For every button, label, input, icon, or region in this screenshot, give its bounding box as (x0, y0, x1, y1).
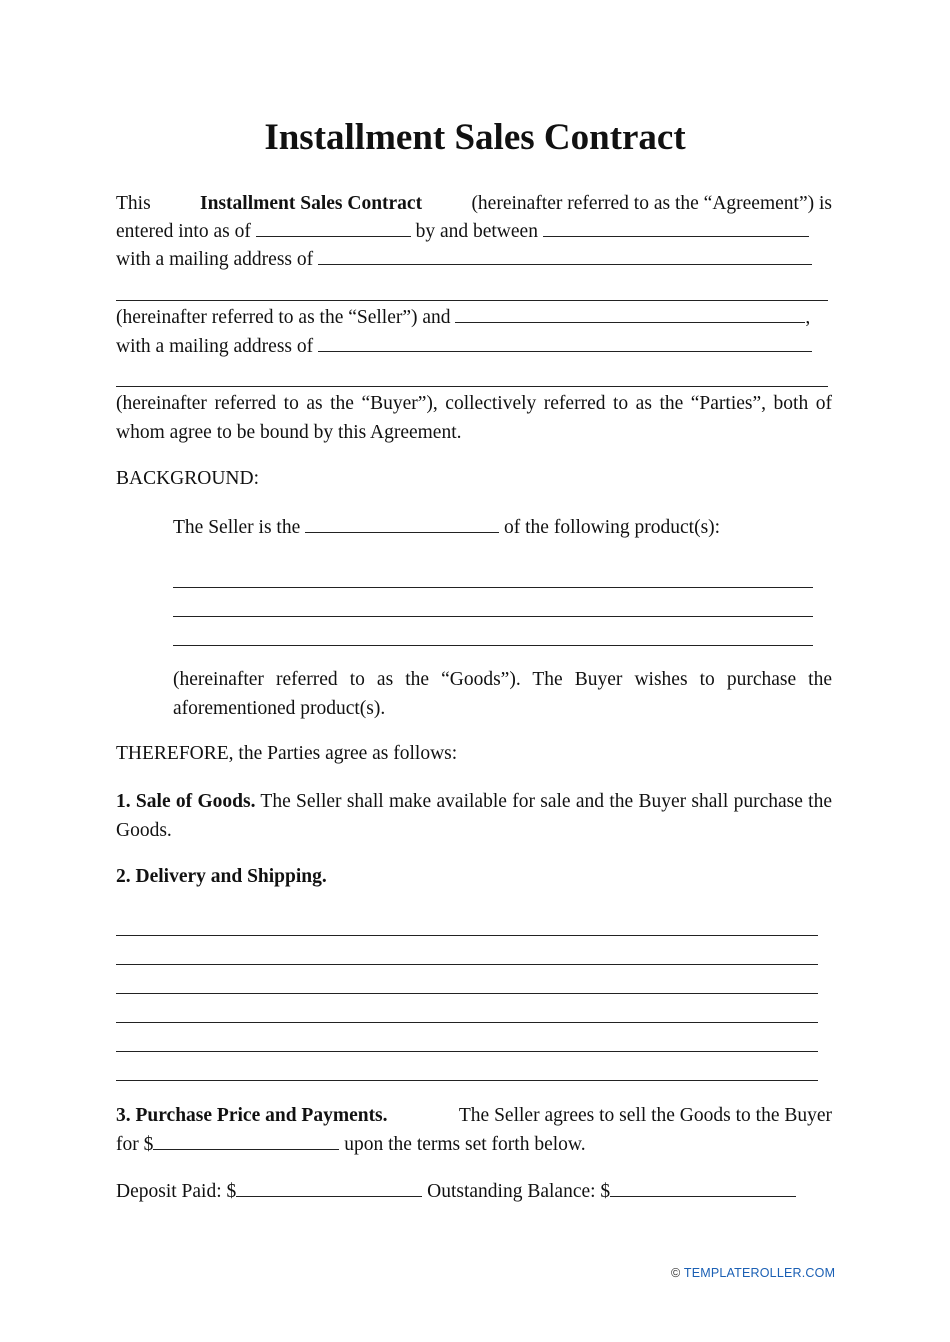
delivery-blank-6[interactable] (116, 1080, 818, 1081)
deposit-line (116, 1178, 796, 1207)
intro-agreement-ref: (hereinafter referred to as the “Agreement”) is (471, 193, 832, 214)
section-1-title: 1. Sale of Goods. (116, 791, 256, 812)
balance-label: Outstanding Balance: $ (427, 1181, 611, 1202)
section-1 (116, 788, 832, 845)
seller-role-blank[interactable] (305, 514, 499, 533)
entered-date-label: entered into as of (116, 221, 251, 242)
seller-address-label: with a mailing address of (116, 249, 314, 270)
section-3-text: The Seller agrees to sell the Goods to the Buyer (458, 1105, 832, 1126)
buyer-address-label: with a mailing address of (116, 336, 314, 357)
section-2 (116, 863, 327, 892)
delivery-blank-2[interactable] (116, 964, 818, 965)
section-2-title: 2. Delivery and Shipping. (116, 866, 327, 887)
balance-blank[interactable] (610, 1178, 796, 1197)
intro-closing: (hereinafter referred to as the “Buyer”), collectively referred to as the “Parties”, both of whom agree to be bound by this Agreement. (116, 393, 832, 443)
comma: , (805, 307, 811, 328)
intro-line-3 (116, 246, 812, 275)
seller-address-blank[interactable] (318, 246, 812, 265)
product-blank-1[interactable] (173, 587, 813, 588)
section-3-title: 3. Purchase Price and Payments. (116, 1105, 388, 1126)
buyer-name-blank[interactable] (455, 304, 805, 323)
seller-ref-label: (hereinafter referred to as the “Seller”) and (116, 307, 451, 328)
delivery-blank-3[interactable] (116, 993, 818, 994)
buyer-address-blank[interactable] (318, 333, 812, 352)
footer-link[interactable]: TEMPLATEROLLER.COM (683, 1266, 836, 1280)
seller-name-blank[interactable] (543, 218, 809, 237)
delivery-blank-4[interactable] (116, 1022, 818, 1023)
therefore-text: THEREFORE, the Parties agree as follows: (116, 743, 458, 764)
intro-line-2 (116, 218, 809, 247)
seller-role-label: The Seller is the (173, 517, 301, 538)
delivery-blank-1[interactable] (116, 935, 818, 936)
background-heading: BACKGROUND: (116, 468, 260, 489)
goods-definition: (hereinafter referred to as the “Goods”). The Buyer wishes to purchase the aforementioned product(s). (173, 669, 832, 719)
intro-this: This (116, 193, 151, 214)
intro-line-5 (116, 304, 810, 333)
section-3-line-1 (116, 1102, 832, 1131)
between-label: by and between (415, 221, 538, 242)
document-title: Installment Sales Contract (264, 117, 686, 158)
product-blank-3[interactable] (173, 645, 813, 646)
delivery-blank-5[interactable] (116, 1051, 818, 1052)
products-label: of the following product(s): (504, 517, 721, 538)
intro-contract-name: Installment Sales Contract (200, 193, 423, 214)
intro-line-1 (116, 190, 832, 219)
price-label: for $ (116, 1134, 154, 1155)
date-blank[interactable] (256, 218, 411, 237)
product-blank-2[interactable] (173, 616, 813, 617)
price-blank[interactable] (153, 1131, 339, 1150)
deposit-blank[interactable] (236, 1178, 422, 1197)
buyer-address-blank-2[interactable] (116, 386, 828, 387)
seller-address-blank-2[interactable] (116, 300, 828, 301)
section-3-line-2 (116, 1131, 586, 1160)
footer (671, 1266, 835, 1280)
intro-line-6 (116, 333, 812, 362)
seller-role-line (173, 514, 720, 543)
copyright-symbol: © (671, 1266, 681, 1280)
section-1-text: The Seller shall make available for sale and the Buyer shall purchase the Goods. (116, 791, 833, 841)
terms-label: upon the terms set forth below. (344, 1134, 586, 1155)
deposit-label: Deposit Paid: $ (116, 1181, 237, 1202)
